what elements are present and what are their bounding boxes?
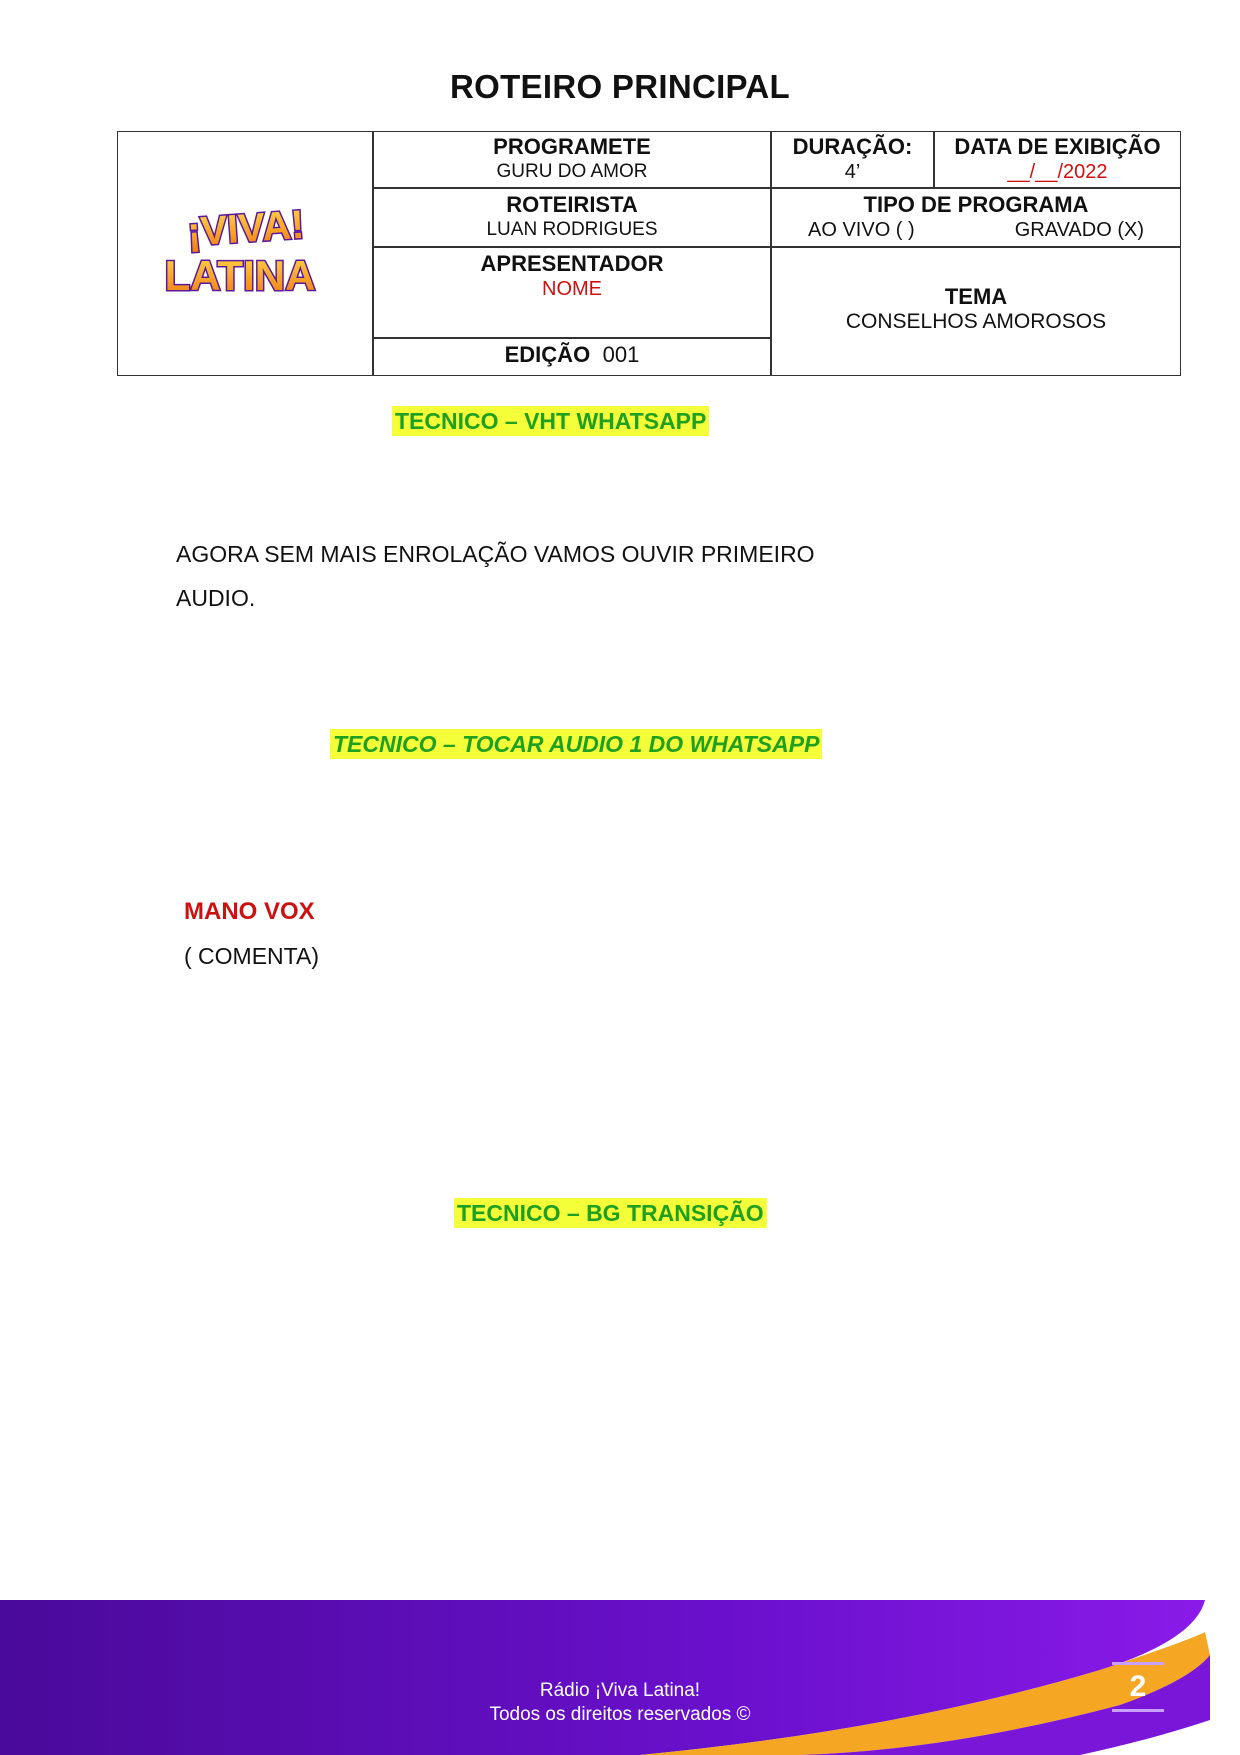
tipo-programa-label: TIPO DE PROGRAMA	[863, 192, 1089, 217]
logo-line1: ¡VIVA!	[185, 202, 306, 255]
logo-line2: LATINA	[164, 252, 316, 299]
edicao-label: EDIÇÃO	[504, 342, 591, 367]
page-title: ROTEIRO PRINCIPAL	[450, 68, 790, 105]
tipo-gravado: GRAVADO (X)	[1014, 219, 1144, 241]
footer-background	[0, 1600, 1240, 1755]
tema-value: CONSELHOS AMOROSOS	[845, 310, 1107, 333]
cue-tocar-audio: TECNICO – TOCAR AUDIO 1 DO WHATSAPP	[330, 729, 822, 759]
edicao-value: 001	[602, 342, 640, 367]
tipo-ao-vivo: AO VIVO ( )	[808, 219, 915, 241]
apresentador-label: APRESENTADOR	[480, 251, 664, 276]
viva-latina-logo	[148, 192, 338, 312]
programete-value: GURU DO AMOR	[496, 161, 648, 182]
footer-banner	[0, 1600, 1240, 1755]
apresentador-value: NOME	[542, 278, 602, 300]
roteirista-cell	[374, 192, 770, 246]
duracao-label: DURAÇÃO:	[792, 134, 913, 159]
cue-vht-whatsapp: TECNICO – VHT WHATSAPP	[392, 406, 709, 436]
cue-bg-transicao: TECNICO – BG TRANSIÇÃO	[454, 1198, 767, 1228]
script-line-1: AGORA SEM MAIS ENROLAÇÃO VAMOS OUVIR PRIMEIRO	[176, 541, 815, 567]
duracao-cell	[772, 134, 933, 186]
stage-direction: ( COMENTA)	[184, 943, 320, 969]
script-line-2: AUDIO.	[176, 585, 256, 611]
programete-cell	[374, 134, 770, 186]
tema-cell	[772, 284, 1180, 344]
page-number: 2	[1112, 1662, 1164, 1712]
footer-line-1: Rádio ¡Viva Latina!	[539, 1680, 701, 1701]
roteirista-value: LUAN RODRIGUES	[486, 219, 658, 240]
data-exibicao-value: __/__/2022	[1007, 161, 1108, 183]
edicao-cell	[374, 340, 770, 375]
script-text	[176, 532, 936, 620]
speaker-name: MANO VOX	[184, 898, 315, 925]
footer-line-2: Todos os direitos reservados ©	[489, 1704, 751, 1725]
header-table	[117, 131, 1181, 376]
tema-label: TEMA	[944, 284, 1008, 309]
apresentador-cell	[374, 251, 770, 337]
programete-label: PROGRAMETE	[493, 134, 651, 159]
duracao-value: 4’	[844, 161, 861, 183]
data-exibicao-label: DATA DE EXIBIÇÃO	[954, 134, 1161, 159]
roteirista-label: ROTEIRISTA	[506, 192, 638, 217]
data-exibicao-cell	[935, 134, 1180, 186]
tipo-programa-cell	[772, 192, 1180, 246]
